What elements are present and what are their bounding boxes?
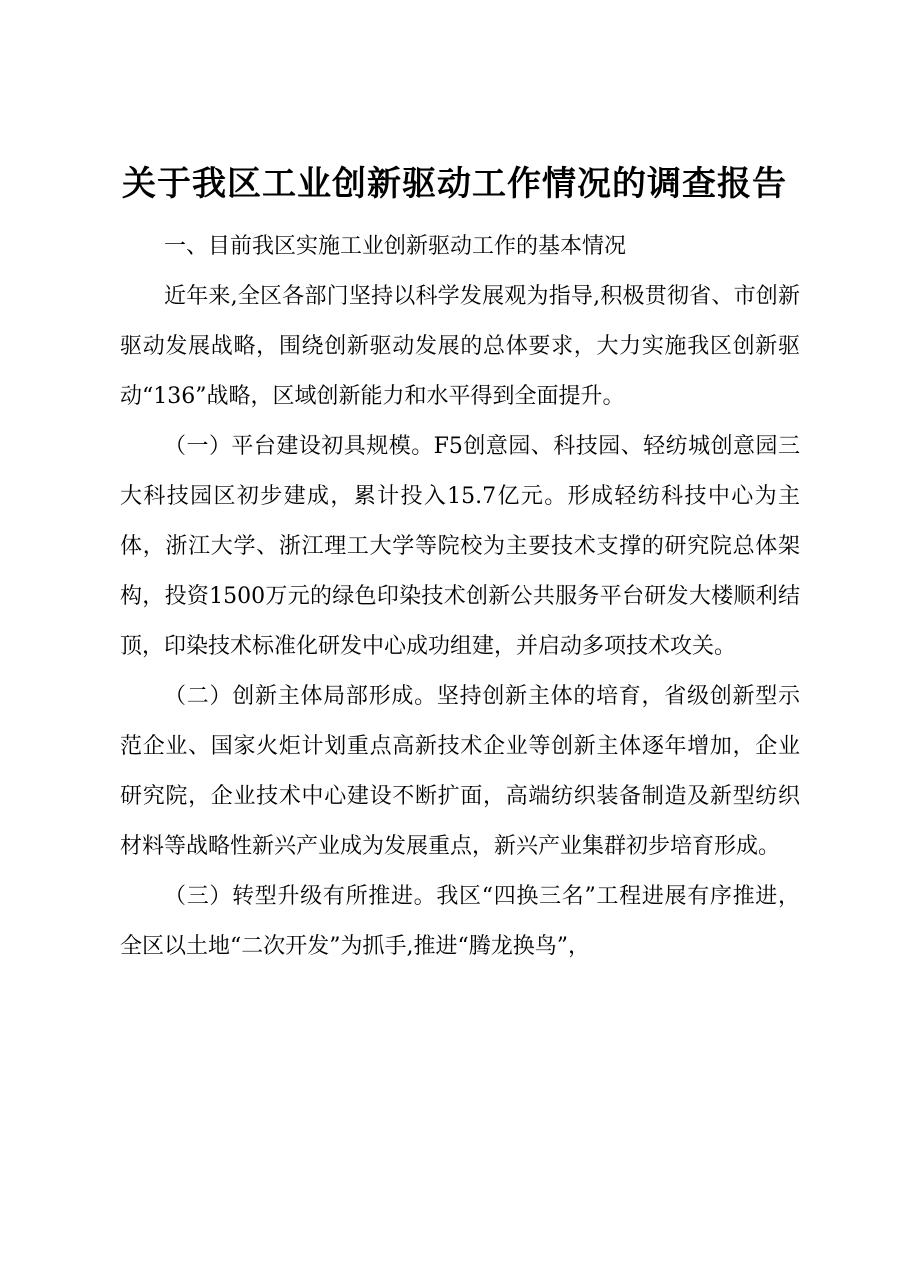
section-heading: 一、目前我区实施工业创新驱动工作的基本情况 [164, 234, 627, 259]
innovation-subject-paragraph: （二）创新主体局部形成。坚持创新主体的培育，省级创新型示范企业、国家火炬计划重点高新技术企业等创新主体逐年增加，企业研究院，企业技术中心建设不断扩面，高端纺织装备制造及新型纺织材料等战略性新兴产业成为发展重点，新兴产业集群初步培育形成。 [120, 684, 800, 859]
platform-paragraph: （一）平台建设初具规模。F5创意园、科技园、轻纺城创意园三大科技园区初步建成，累计投入15.7亿元。形成轻纺科技中心为主体，浙江大学、浙江理工大学等院校为主要技术支撑的研究院总体架构，投资1500万元的绿色印染技术创新公共服务平台研发大楼顺利结顶，印染技术标准化研发中心成功组建，并启动多项技术攻关。 [120, 434, 800, 659]
document-body [120, 222, 800, 972]
intro-paragraph: 近年来,全区各部门坚持以科学发展观为指导,积极贯彻省、市创新驱动发展战略，围绕创新驱动发展的总体要求，大力实施我区创新驱动“136”战略，区域创新能力和水平得到全面提升。 [120, 284, 800, 409]
transformation-paragraph: （三）转型升级有所推进。我区“四换三名”工程进展有序推进，全区以土地“二次开发”为抓手,推进“腾龙换鸟”， [120, 884, 800, 959]
document-title: 关于我区工业创新驱动工作情况的调查报告 [122, 164, 787, 204]
